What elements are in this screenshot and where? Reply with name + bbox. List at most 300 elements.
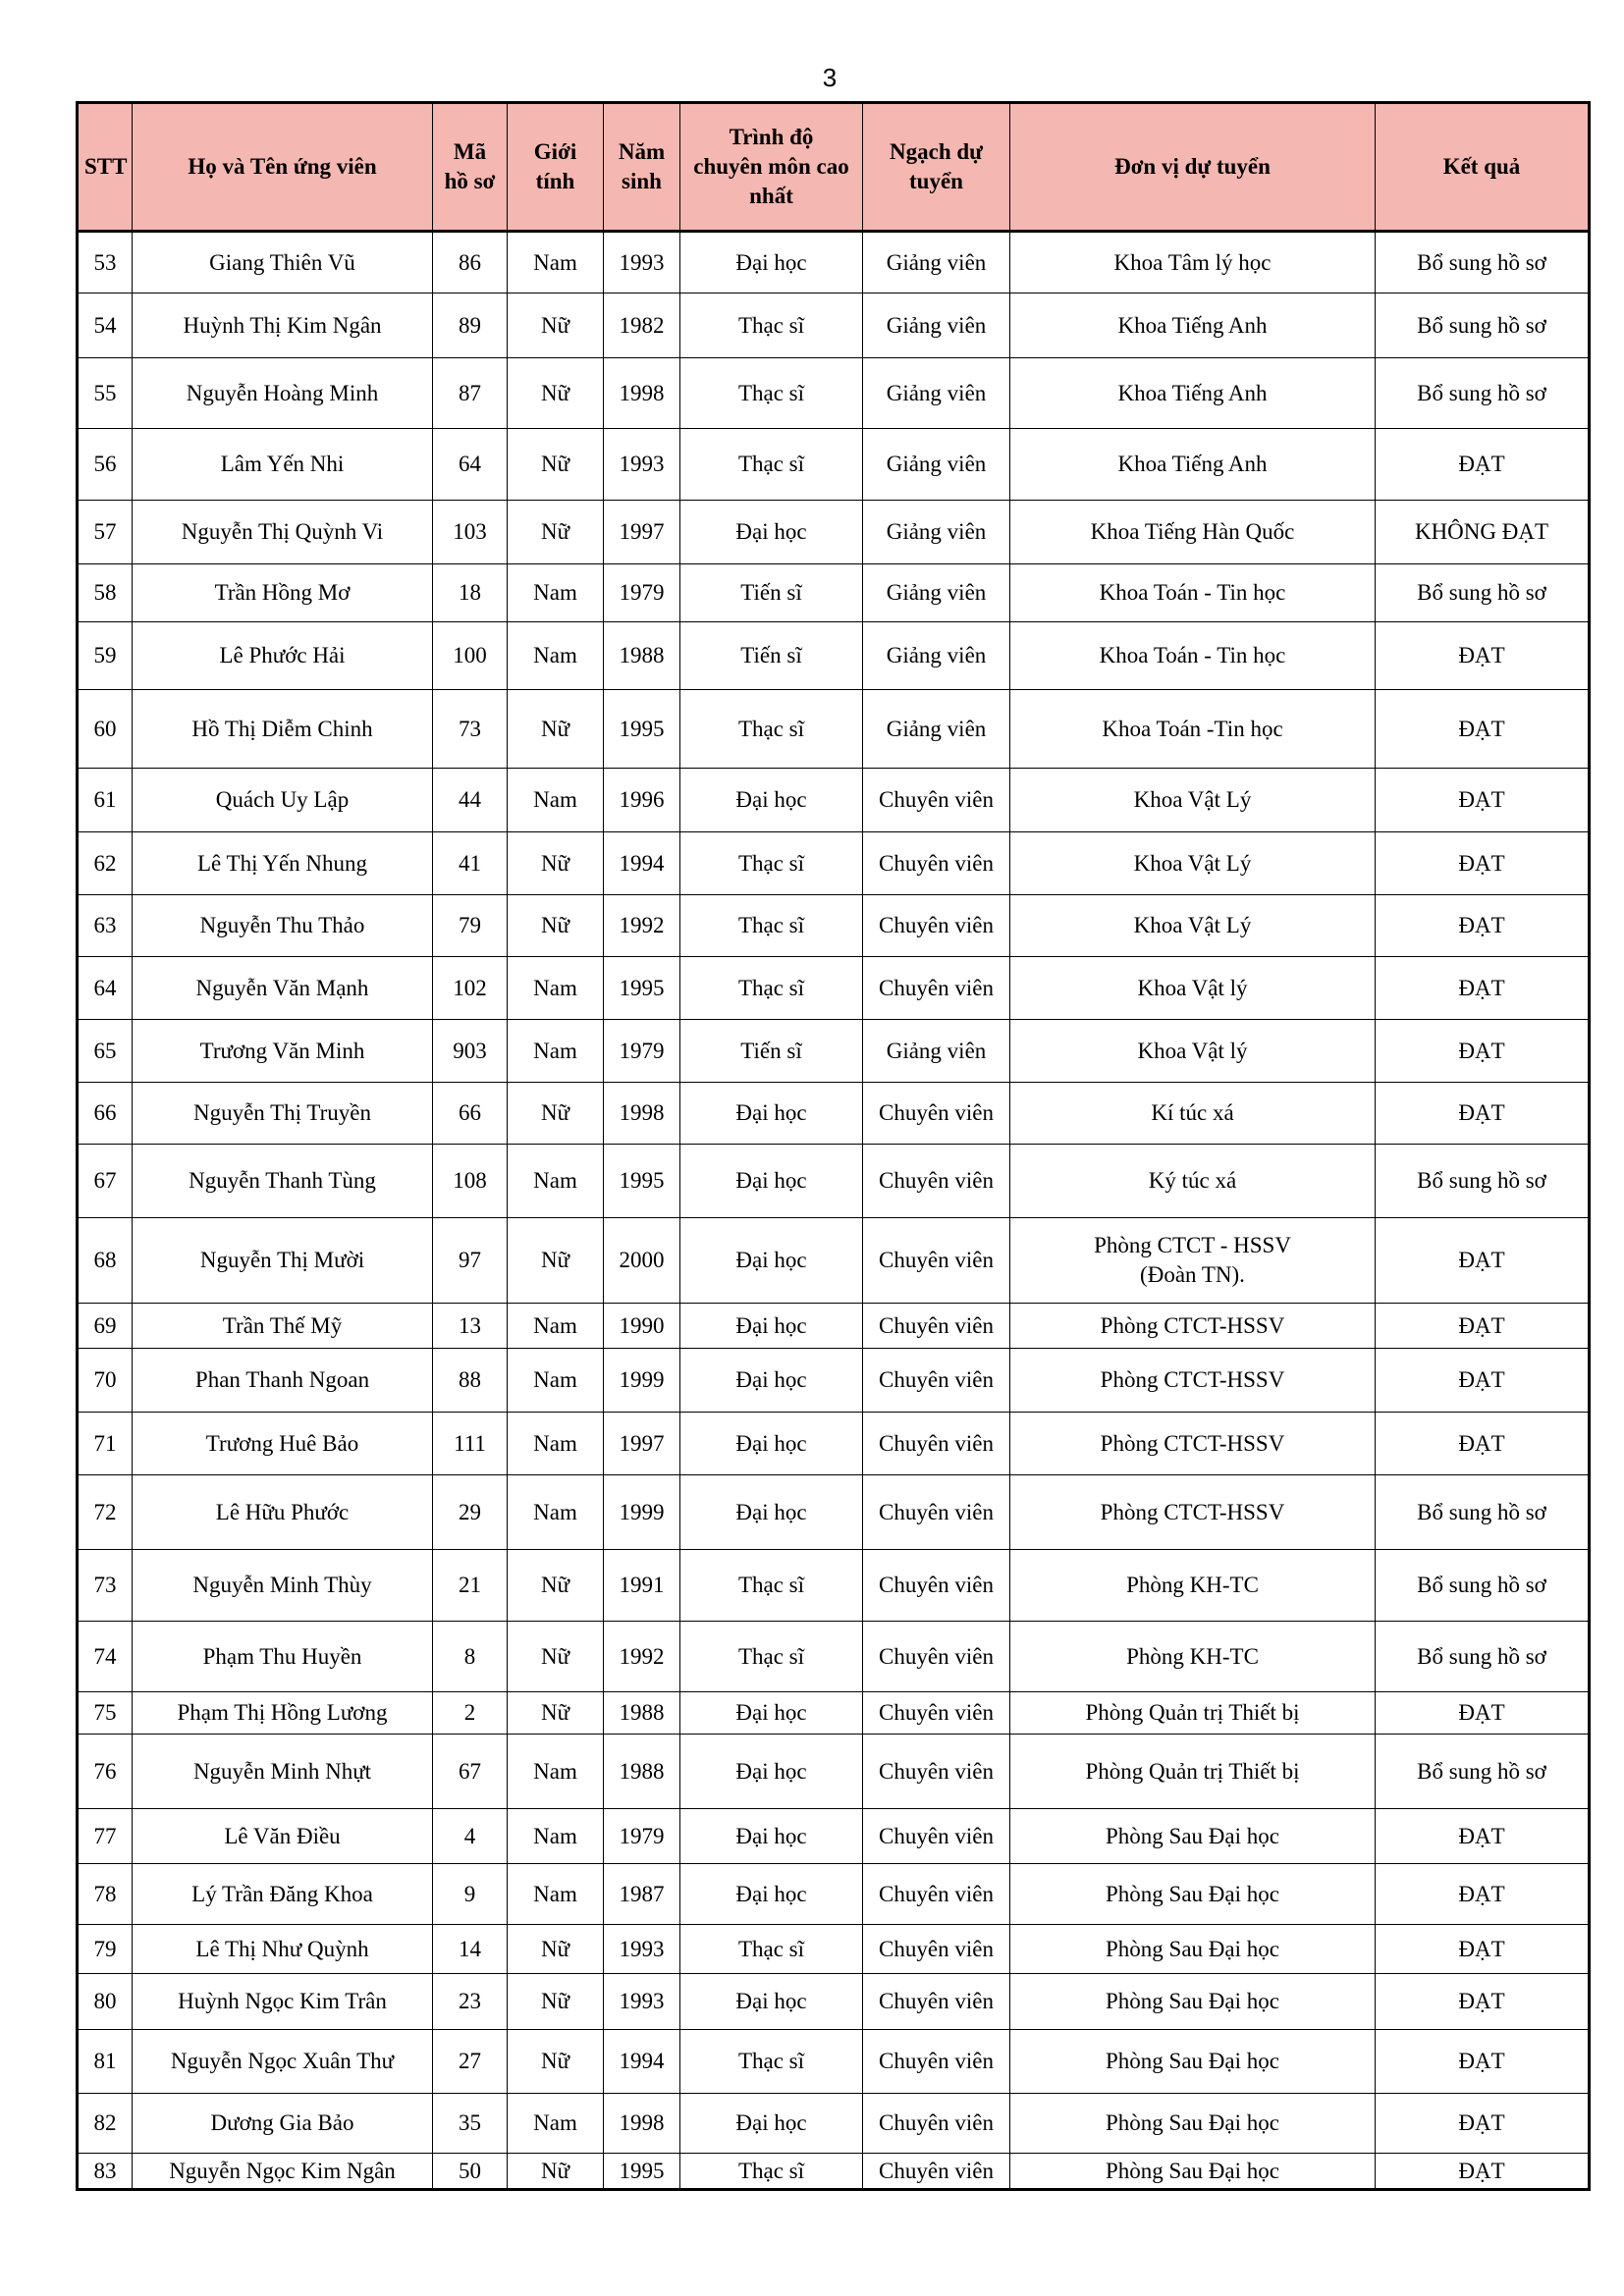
cell-degree: Thạc sĩ [680, 957, 863, 1020]
table-row [78, 957, 1590, 1020]
cell-stt: 66 [78, 1083, 133, 1145]
header-gender-line1: Giới [533, 139, 577, 165]
cell-rank: Chuyên viên [863, 1692, 1010, 1735]
cell-gender: Nữ [508, 1550, 604, 1622]
header-degree-line2: chuyên môn cao [693, 154, 849, 180]
cell-name: Lê Văn Điều [133, 1809, 433, 1864]
header-row [78, 103, 1590, 232]
cell-gender: Nam [508, 1475, 604, 1550]
cell-year: 1995 [604, 690, 680, 769]
cell-degree: Đại học [680, 1692, 863, 1735]
cell-rank: Giảng viên [863, 429, 1010, 501]
cell-code: 4 [433, 1809, 508, 1864]
cell-stt: 56 [78, 429, 133, 501]
cell-result: ĐẠT [1376, 1218, 1590, 1304]
cell-gender: Nữ [508, 501, 604, 564]
cell-unit: Khoa Tiếng Hàn Quốc [1010, 501, 1376, 564]
cell-rank: Giảng viên [863, 358, 1010, 429]
cell-gender: Nam [508, 1809, 604, 1864]
cell-code: 108 [433, 1145, 508, 1218]
cell-degree: Thạc sĩ [680, 2154, 863, 2190]
cell-year: 1979 [604, 564, 680, 622]
cell-year: 1998 [604, 358, 680, 429]
cell-code: 86 [433, 232, 508, 294]
cell-result: ĐẠT [1376, 1349, 1590, 1413]
table-row [78, 232, 1590, 294]
cell-unit: Phòng Sau Đại học [1010, 2154, 1376, 2190]
cell-degree: Thạc sĩ [680, 1550, 863, 1622]
cell-unit: Phòng CTCT-HSSV [1010, 1475, 1376, 1550]
cell-gender: Nữ [508, 895, 604, 957]
cell-name: Lê Thị Như Quỳnh [133, 1925, 433, 1974]
cell-unit: Khoa Toán - Tin học [1010, 622, 1376, 690]
cell-result: ĐẠT [1376, 1925, 1590, 1974]
cell-rank: Chuyên viên [863, 2154, 1010, 2190]
cell-unit: Kí túc xá [1010, 1083, 1376, 1145]
cell-rank: Chuyên viên [863, 895, 1010, 957]
cell-stt: 71 [78, 1413, 133, 1475]
cell-code: 18 [433, 564, 508, 622]
cell-stt: 81 [78, 2030, 133, 2094]
cell-rank: Chuyên viên [863, 1304, 1010, 1349]
cell-year: 2000 [604, 1218, 680, 1304]
cell-year: 1997 [604, 1413, 680, 1475]
table-row [78, 690, 1590, 769]
header-rank-line1: Ngạch dự [890, 139, 983, 165]
cell-year: 1994 [604, 2030, 680, 2094]
table-row [78, 1809, 1590, 1864]
cell-name: Lê Phước Hải [133, 622, 433, 690]
cell-name: Nguyễn Thị Truyền [133, 1083, 433, 1145]
table-header [78, 103, 1590, 232]
cell-degree: Đại học [680, 1304, 863, 1349]
cell-code: 13 [433, 1304, 508, 1349]
header-year-line1: Năm [618, 139, 666, 165]
cell-result: ĐẠT [1376, 1083, 1590, 1145]
cell-year: 1988 [604, 1735, 680, 1809]
cell-name: Phạm Thu Huyền [133, 1622, 433, 1692]
header-rank-line2: tuyển [909, 169, 963, 193]
cell-result: KHÔNG ĐẠT [1376, 501, 1590, 564]
cell-rank: Giảng viên [863, 294, 1010, 358]
cell-stt: 68 [78, 1218, 133, 1304]
cell-degree: Đại học [680, 1413, 863, 1475]
cell-code: 103 [433, 501, 508, 564]
cell-gender: Nữ [508, 1974, 604, 2030]
table-row [78, 1692, 1590, 1735]
cell-stt: 54 [78, 294, 133, 358]
header-rank [863, 103, 1010, 232]
cell-year: 1993 [604, 429, 680, 501]
cell-degree: Đại học [680, 1809, 863, 1864]
cell-year: 1995 [604, 2154, 680, 2190]
cell-stt: 53 [78, 232, 133, 294]
cell-gender: Nữ [508, 1218, 604, 1304]
cell-name: Phạm Thị Hồng Lương [133, 1692, 433, 1735]
table-body [78, 232, 1590, 2190]
cell-unit: Khoa Vật Lý [1010, 832, 1376, 895]
cell-name: Nguyễn Văn Mạnh [133, 957, 433, 1020]
table-row [78, 501, 1590, 564]
cell-year: 1991 [604, 1550, 680, 1622]
cell-code: 9 [433, 1864, 508, 1925]
cell-year: 1987 [604, 1864, 680, 1925]
cell-unit: Phòng CTCT-HSSV [1010, 1413, 1376, 1475]
cell-degree: Tiến sĩ [680, 564, 863, 622]
cell-unit: Phòng KH-TC [1010, 1622, 1376, 1692]
cell-year: 1998 [604, 1083, 680, 1145]
cell-name: Nguyễn Minh Nhựt [133, 1735, 433, 1809]
cell-gender: Nam [508, 957, 604, 1020]
cell-degree: Thạc sĩ [680, 895, 863, 957]
cell-gender: Nam [508, 1413, 604, 1475]
cell-stt: 60 [78, 690, 133, 769]
cell-unit: Phòng Sau Đại học [1010, 2030, 1376, 2094]
cell-degree: Thạc sĩ [680, 429, 863, 501]
cell-degree: Thạc sĩ [680, 358, 863, 429]
cell-stt: 72 [78, 1475, 133, 1550]
cell-code: 50 [433, 2154, 508, 2190]
cell-name: Nguyễn Thị Mười [133, 1218, 433, 1304]
cell-unit: Phòng Quản trị Thiết bị [1010, 1735, 1376, 1809]
cell-gender: Nữ [508, 2154, 604, 2190]
cell-degree: Đại học [680, 1349, 863, 1413]
cell-unit-line2: (Đoàn TN). [1140, 1262, 1245, 1287]
table-row [78, 1864, 1590, 1925]
cell-year: 1995 [604, 1145, 680, 1218]
cell-unit: Phòng CTCT-HSSV [1010, 1349, 1376, 1413]
table-row [78, 769, 1590, 832]
table-row [78, 1349, 1590, 1413]
cell-stt: 70 [78, 1349, 133, 1413]
cell-rank: Giảng viên [863, 232, 1010, 294]
cell-degree: Thạc sĩ [680, 1622, 863, 1692]
cell-code: 79 [433, 895, 508, 957]
cell-name: Trương Huê Bảo [133, 1413, 433, 1475]
cell-gender: Nam [508, 2094, 604, 2154]
table-row [78, 622, 1590, 690]
cell-rank: Chuyên viên [863, 769, 1010, 832]
cell-result: Bổ sung hồ sơ [1376, 564, 1590, 622]
cell-degree: Đại học [680, 1735, 863, 1809]
cell-gender: Nữ [508, 429, 604, 501]
header-year [604, 103, 680, 232]
cell-result: Bổ sung hồ sơ [1376, 1735, 1590, 1809]
cell-gender: Nữ [508, 1622, 604, 1692]
cell-result: ĐẠT [1376, 2154, 1590, 2190]
cell-gender: Nữ [508, 294, 604, 358]
cell-gender: Nữ [508, 358, 604, 429]
cell-code: 66 [433, 1083, 508, 1145]
cell-result: Bổ sung hồ sơ [1376, 358, 1590, 429]
cell-unit: Phòng KH-TC [1010, 1550, 1376, 1622]
cell-result: ĐẠT [1376, 690, 1590, 769]
cell-degree: Thạc sĩ [680, 294, 863, 358]
header-degree-line3: nhất [749, 183, 793, 208]
cell-stt: 61 [78, 769, 133, 832]
cell-name: Quách Uy Lập [133, 769, 433, 832]
cell-name: Nguyễn Thu Thảo [133, 895, 433, 957]
cell-year: 1995 [604, 957, 680, 1020]
cell-degree: Đại học [680, 232, 863, 294]
cell-year: 1999 [604, 1349, 680, 1413]
cell-stt: 58 [78, 564, 133, 622]
cell-code: 35 [433, 2094, 508, 2154]
cell-code: 29 [433, 1475, 508, 1550]
header-degree-line1: Trình độ [729, 125, 814, 150]
cell-gender: Nam [508, 1145, 604, 1218]
cell-stt: 65 [78, 1020, 133, 1083]
cell-gender: Nữ [508, 2030, 604, 2094]
header-result: Kết quả [1376, 103, 1590, 232]
table-row [78, 1735, 1590, 1809]
cell-rank: Chuyên viên [863, 1413, 1010, 1475]
cell-code: 21 [433, 1550, 508, 1622]
cell-result: Bổ sung hồ sơ [1376, 1145, 1590, 1218]
cell-code: 67 [433, 1735, 508, 1809]
cell-result: ĐẠT [1376, 1413, 1590, 1475]
table-row [78, 2154, 1590, 2190]
table-row [78, 1622, 1590, 1692]
cell-code: 111 [433, 1413, 508, 1475]
cell-gender: Nam [508, 1349, 604, 1413]
cell-result: Bổ sung hồ sơ [1376, 294, 1590, 358]
cell-result: ĐẠT [1376, 769, 1590, 832]
cell-rank: Chuyên viên [863, 1622, 1010, 1692]
cell-unit: Ký túc xá [1010, 1145, 1376, 1218]
cell-unit: Phòng CTCT-HSSV [1010, 1304, 1376, 1349]
cell-code: 73 [433, 690, 508, 769]
cell-code: 64 [433, 429, 508, 501]
cell-name: Huỳnh Thị Kim Ngân [133, 294, 433, 358]
cell-name: Lâm Yến Nhi [133, 429, 433, 501]
cell-year: 1992 [604, 1622, 680, 1692]
cell-result: Bổ sung hồ sơ [1376, 1550, 1590, 1622]
cell-code: 2 [433, 1692, 508, 1735]
cell-stt: 79 [78, 1925, 133, 1974]
cell-code: 14 [433, 1925, 508, 1974]
cell-gender: Nữ [508, 832, 604, 895]
table-row [78, 1304, 1590, 1349]
cell-degree: Đại học [680, 1864, 863, 1925]
table-row [78, 358, 1590, 429]
cell-unit: Khoa Vật lý [1010, 1020, 1376, 1083]
cell-rank: Chuyên viên [863, 1145, 1010, 1218]
cell-year: 1982 [604, 294, 680, 358]
cell-degree: Thạc sĩ [680, 832, 863, 895]
cell-stt: 75 [78, 1692, 133, 1735]
cell-degree: Đại học [680, 501, 863, 564]
table-row [78, 1925, 1590, 1974]
cell-degree: Đại học [680, 2094, 863, 2154]
cell-result: ĐẠT [1376, 832, 1590, 895]
cell-result: ĐẠT [1376, 622, 1590, 690]
cell-unit: Khoa Tiếng Anh [1010, 294, 1376, 358]
cell-rank: Chuyên viên [863, 1864, 1010, 1925]
cell-rank: Chuyên viên [863, 1349, 1010, 1413]
cell-degree: Đại học [680, 1218, 863, 1304]
cell-code: 23 [433, 1974, 508, 2030]
cell-result: ĐẠT [1376, 429, 1590, 501]
cell-result: Bổ sung hồ sơ [1376, 1622, 1590, 1692]
cell-rank: Chuyên viên [863, 957, 1010, 1020]
cell-unit: Khoa Tiếng Anh [1010, 358, 1376, 429]
table-row [78, 1083, 1590, 1145]
cell-gender: Nữ [508, 690, 604, 769]
cell-gender: Nam [508, 622, 604, 690]
cell-name: Giang Thiên Vũ [133, 232, 433, 294]
cell-year: 1988 [604, 622, 680, 690]
cell-stt: 76 [78, 1735, 133, 1809]
table-row [78, 1020, 1590, 1083]
header-gender [508, 103, 604, 232]
table-row [78, 2094, 1590, 2154]
cell-gender: Nam [508, 1864, 604, 1925]
table-row [78, 1413, 1590, 1475]
page-number: 3 [822, 63, 838, 92]
cell-stt: 64 [78, 957, 133, 1020]
results-table [76, 101, 1591, 2191]
cell-rank: Giảng viên [863, 690, 1010, 769]
cell-unit: Khoa Toán - Tin học [1010, 564, 1376, 622]
cell-code: 89 [433, 294, 508, 358]
header-code [433, 103, 508, 232]
cell-name: Nguyễn Ngọc Xuân Thư [133, 2030, 433, 2094]
cell-rank: Giảng viên [863, 564, 1010, 622]
cell-degree: Thạc sĩ [680, 690, 863, 769]
cell-rank: Chuyên viên [863, 1218, 1010, 1304]
cell-name: Huỳnh Ngọc Kim Trân [133, 1974, 433, 2030]
cell-stt: 62 [78, 832, 133, 895]
cell-rank: Chuyên viên [863, 1735, 1010, 1809]
header-gender-line2: tính [535, 169, 575, 193]
cell-rank: Chuyên viên [863, 1550, 1010, 1622]
cell-degree: Thạc sĩ [680, 2030, 863, 2094]
cell-code: 87 [433, 358, 508, 429]
cell-code: 903 [433, 1020, 508, 1083]
cell-gender: Nam [508, 769, 604, 832]
cell-stt: 77 [78, 1809, 133, 1864]
cell-name: Trần Hồng Mơ [133, 564, 433, 622]
cell-year: 1988 [604, 1692, 680, 1735]
cell-year: 1979 [604, 1809, 680, 1864]
header-degree [680, 103, 863, 232]
cell-rank: Chuyên viên [863, 1475, 1010, 1550]
cell-rank: Chuyên viên [863, 1809, 1010, 1864]
cell-stt: 59 [78, 622, 133, 690]
cell-year: 1992 [604, 895, 680, 957]
header-year-line2: sinh [622, 169, 662, 193]
cell-name: Nguyễn Hoàng Minh [133, 358, 433, 429]
table-row [78, 1974, 1590, 2030]
cell-name: Nguyễn Ngọc Kim Ngân [133, 2154, 433, 2190]
cell-code: 88 [433, 1349, 508, 1413]
cell-rank: Giảng viên [863, 1020, 1010, 1083]
cell-degree: Thạc sĩ [680, 1925, 863, 1974]
cell-code: 97 [433, 1218, 508, 1304]
cell-unit: Phòng Sau Đại học [1010, 1864, 1376, 1925]
cell-result: Bổ sung hồ sơ [1376, 1475, 1590, 1550]
cell-gender: Nữ [508, 1692, 604, 1735]
cell-result: ĐẠT [1376, 1020, 1590, 1083]
cell-rank: Chuyên viên [863, 2030, 1010, 2094]
cell-stt: 73 [78, 1550, 133, 1622]
cell-name: Dương Gia Bảo [133, 2094, 433, 2154]
cell-degree: Đại học [680, 1475, 863, 1550]
cell-unit: Khoa Vật Lý [1010, 895, 1376, 957]
table-row [78, 1550, 1590, 1622]
cell-result: ĐẠT [1376, 2094, 1590, 2154]
cell-name: Lê Hữu Phước [133, 1475, 433, 1550]
cell-unit: Khoa Toán -Tin học [1010, 690, 1376, 769]
cell-year: 1994 [604, 832, 680, 895]
table-row [78, 564, 1590, 622]
table-row [78, 2030, 1590, 2094]
cell-rank: Chuyên viên [863, 2094, 1010, 2154]
cell-rank: Chuyên viên [863, 1925, 1010, 1974]
cell-rank: Chuyên viên [863, 1974, 1010, 2030]
cell-rank: Giảng viên [863, 501, 1010, 564]
cell-gender: Nam [508, 232, 604, 294]
cell-name: Nguyễn Minh Thùy [133, 1550, 433, 1622]
cell-result: ĐẠT [1376, 1864, 1590, 1925]
cell-year: 1979 [604, 1020, 680, 1083]
cell-gender: Nữ [508, 1925, 604, 1974]
cell-name: Trần Thế Mỹ [133, 1304, 433, 1349]
cell-year: 1993 [604, 1925, 680, 1974]
cell-result: ĐẠT [1376, 957, 1590, 1020]
cell-name: Hồ Thị Diễm Chinh [133, 690, 433, 769]
cell-code: 27 [433, 2030, 508, 2094]
cell-degree: Tiến sĩ [680, 622, 863, 690]
cell-stt: 80 [78, 1974, 133, 2030]
cell-result: ĐẠT [1376, 2030, 1590, 2094]
cell-degree: Đại học [680, 1145, 863, 1218]
cell-unit-line1: Phòng CTCT - HSSV [1094, 1233, 1291, 1258]
cell-stt: 78 [78, 1864, 133, 1925]
table-row [78, 294, 1590, 358]
cell-gender: Nam [508, 1735, 604, 1809]
cell-name: Nguyễn Thị Quỳnh Vi [133, 501, 433, 564]
cell-stt: 83 [78, 2154, 133, 2190]
cell-stt: 74 [78, 1622, 133, 1692]
cell-stt: 82 [78, 2094, 133, 2154]
cell-name: Lê Thị Yến Nhung [133, 832, 433, 895]
cell-unit: Phòng Sau Đại học [1010, 1974, 1376, 2030]
cell-gender: Nam [508, 1304, 604, 1349]
cell-result: ĐẠT [1376, 1974, 1590, 2030]
cell-unit: Khoa Vật Lý [1010, 769, 1376, 832]
cell-stt: 57 [78, 501, 133, 564]
cell-year: 1990 [604, 1304, 680, 1349]
cell-code: 100 [433, 622, 508, 690]
cell-year: 1993 [604, 1974, 680, 2030]
cell-code: 44 [433, 769, 508, 832]
table-row [78, 429, 1590, 501]
cell-result: ĐẠT [1376, 1809, 1590, 1864]
cell-degree: Đại học [680, 1974, 863, 2030]
cell-stt: 69 [78, 1304, 133, 1349]
cell-year: 1993 [604, 232, 680, 294]
cell-code: 8 [433, 1622, 508, 1692]
table-row [78, 1218, 1590, 1304]
cell-stt: 67 [78, 1145, 133, 1218]
cell-unit: Phòng Sau Đại học [1010, 1925, 1376, 1974]
cell-year: 1998 [604, 2094, 680, 2154]
cell-name: Trương Văn Minh [133, 1020, 433, 1083]
cell-unit: Phòng Quản trị Thiết bị [1010, 1692, 1376, 1735]
header-name: Họ và Tên ứng viên [133, 103, 433, 232]
